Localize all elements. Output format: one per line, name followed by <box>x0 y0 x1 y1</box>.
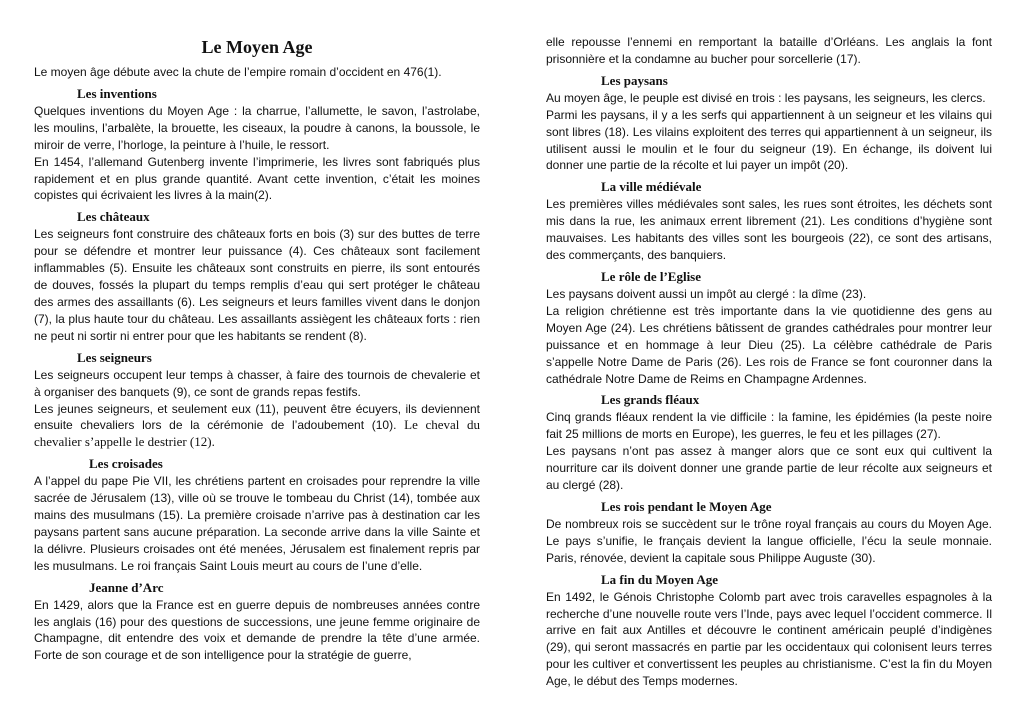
seigneurs-paragraph-1: Les seigneurs occupent leur temps à chasser, à faire des tournois de chevalerie et à organiser des banquets (9), ce sont de grands repas festifs. <box>34 367 480 399</box>
heading-seigneurs: Les seigneurs <box>77 349 152 365</box>
page-title: Le Moyen Age <box>201 37 313 57</box>
right-column <box>546 34 992 690</box>
seigneurs-text: Les jeunes seigneurs, et seulement eux (11), peuvent être écuyers, ils deviennent ensuite chevaliers lors de la cérémonie de l’adoubement (10). <box>34 401 480 433</box>
eglise-paragraph-2: La religion chrétienne est très importante dans la vie quotidienne des gens au Moyen Age (24). Les chrétiens bâtissent de grandes cathédrales pour montrer leur puissance et en hommage à leur Dieu (25). La célèbre cathédrale de Paris s’appelle Notre Dame de Paris (26). Les rois de France se font couronner dans la cathédrale Notre Dame de Reims en Champagne Ardennes. <box>546 303 992 386</box>
intro-paragraph: Le moyen âge débute avec la chute de l’empire romain d’occident en 476(1). <box>34 65 442 79</box>
paysans-paragraph-2: Parmi les paysans, il y a les serfs qui appartiennent à un seigneur et les vilains qui sont libres (18). Les vilains exploitent des terres qui appartiennent à un seigneur, ils utilisent aussi le moulin et le four du seigneur (19). En échange, ils doivent lui donner une partie de la récolte et lui payer un impôt (20). <box>546 107 992 173</box>
chateaux-paragraph: Les seigneurs font construire des châteaux forts en bois (3) sur des buttes de terre pour se défendre et montrer leur puissance (4). Ces châteaux sont facilement inflammables (5). Ensuite les châteaux sont construits en pierre, ils sont entourés de douves, fossés la plupart du temps remplis d’eau qui sert protéger le château des armes des assaillants (6). Les seigneurs et leurs familles vivent dans le donjon (7), la plus haute tour du château. Les assaillants assiègent les châteaux forts : rien ne peut ni sortir ni entrer pour que les habitants se rendent (8). <box>34 227 480 343</box>
ville-paragraph: Les premières villes médiévales sont sales, les rues sont étroites, les déchets sont mis dans la rue, les animaux errent librement (21). Les conditions d’hygiène sont mauvaises. Les habitants des villes sont les bourgeois (22), ce sont des artisans, des commerçants, des banquiers. <box>546 197 992 263</box>
eglise-paragraph-1: Les paysans doivent aussi un impôt au clergé : la dîme (23). <box>546 286 867 301</box>
heading-rois: Les rois pendant le Moyen Age <box>601 498 772 514</box>
left-column <box>34 34 480 664</box>
inventions-paragraph-1: Quelques inventions du Moyen Age : la charrue, l’allumette, le savon, l’astrolabe, les moulins, l’arbalète, la brouette, les ciseaux, la poudre à canons, la boussole, le miroir de verre, l’horloge, la peinture à l’huile, le ressort. <box>34 103 480 152</box>
heading-inventions: Les inventions <box>77 85 157 101</box>
inventions-paragraph-2: En 1454, l’allemand Gutenberg invente l’imprimerie, les livres sont fabriqués plus rapidement et en plus grande quantité. Avant cette invention, c’était les moines copistes qui écrivaient les livres à la main(2). <box>34 154 480 203</box>
heading-croisades: Les croisades <box>89 456 163 472</box>
seigneurs-text-end: Le cheval du chevalier s’appelle le destrier (12). <box>34 417 481 450</box>
seigneurs-paragraph-2 <box>34 401 480 452</box>
jeanne-paragraph-part-1: En 1429, alors que la France est en guerre depuis de nombreuses années contre les anglais (16) pour des questions de successions, une jeune femme originaire de Champagne, dit entendre des voix et demande de prendre la tête d’une armée. Forte de son courage et de son intelligence pour la stratégie de guerre, <box>34 597 480 663</box>
heading-chateaux: Les châteaux <box>77 209 150 225</box>
heading-fin-moyen-age: La fin du Moyen Age <box>601 571 719 587</box>
fleaux-paragraph-2: Les paysans n’ont pas assez à manger alors que ce sont eux qui cultivent la nourriture car ils doivent donner une grande partie de leur récolte aux seigneurs et au clergé (28). <box>546 444 992 493</box>
heading-paysans: Les paysans <box>601 72 668 88</box>
heading-ville-medievale: La ville médiévale <box>601 179 702 195</box>
heading-grands-fleaux: Les grands fléaux <box>601 392 700 408</box>
heading-role-eglise: Le rôle de l’Eglise <box>601 268 702 284</box>
heading-jeanne-darc: Jeanne d’Arc <box>89 579 164 595</box>
fin-paragraph: En 1492, le Génois Christophe Colomb part avec trois caravelles espagnoles à la recherche d’une nouvelle route vers l’Inde, pays avec lequel l’occident commerce. Il arrive en fait aux Antilles et découvre le continent américain peuplé d’indigènes (29), qui seront massacrés en partie par les occidentaux qui colonisent leurs terres pour les cultiver et convertissent les peuples au christianisme. C’est la fin du Moyen Age, le début des Temps modernes. <box>546 589 992 689</box>
paysans-paragraph-1: Au moyen âge, le peuple est divisé en trois : les paysans, les seigneurs, les clercs. <box>546 90 986 105</box>
rois-paragraph: De nombreux rois se succèdent sur le trône royal français au cours du Moyen Age. Le pays s’unifie, le français devient la langue officielle, l’écu la seule monnaie. Paris, rénovée, devient la capitale sous Philippe Auguste (30). <box>546 516 992 565</box>
croisades-paragraph: A l’appel du pape Pie VII, les chrétiens partent en croisades pour reprendre la ville sacrée de Jérusalem (13), ville où se trouve le tombeau du Christ (14), tombée aux mains des musulmans (15). La première croisade n’arrive pas à destination car les paysans partent sans aucune préparation. La seconde arrive dans la ville Sainte et la délivre. Plusieurs croisades ont été menées, Jérusalem est finalement repris par les musulmans. Le roi français Saint Louis meurt au cours de l’une d’elle. <box>34 474 480 573</box>
fleaux-paragraph-1: Cinq grands fléaux rendent la vie difficile : la famine, les épidémies (la peste noire fait 25 millions de morts en Europe), les guerres, le feu et les pillages (27). <box>546 410 992 442</box>
jeanne-paragraph-part-2: elle repousse l’ennemi en remportant la bataille d’Orléans. Les anglais la font prisonnière et la condamne au bucher pour sorcellerie (17). <box>546 35 992 66</box>
